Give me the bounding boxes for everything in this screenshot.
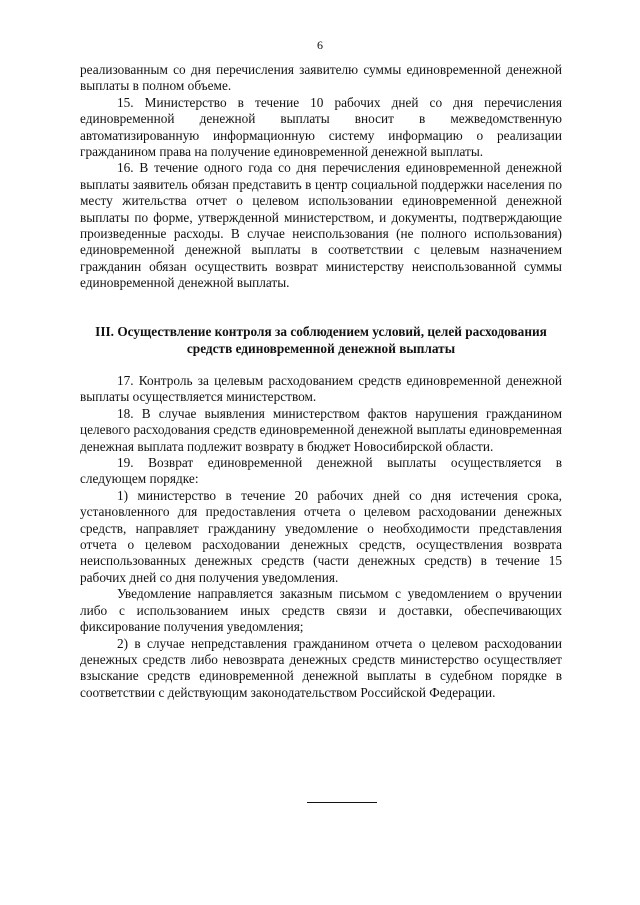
section-heading-line-1: III. Осуществление контроля за соблюдением условий, целей расходования <box>95 324 547 339</box>
paragraph-19-item-1: 1) министерство в течение 20 рабочих дней со дня истечения срока, установленного для предоставления отчета о целевом расходовании денежных средств, направляет гражданину уведомление о необходимости представления отчета о целевом расходовании денежных средств, осуществления возврата неиспользованных денежных средств (части денежных средств) в течение 15 рабочих дней со дня получения уведомления. <box>80 487 562 585</box>
end-of-document-line <box>307 802 377 803</box>
section-heading-line-2: средств единовременной денежной выплаты <box>186 341 456 356</box>
section-heading <box>80 323 562 357</box>
paragraph-19-item-2: 2) в случае непредставления гражданином отчета о целевом расходовании денежных средств либо невозврата денежных средств министерство осуществляет взыскание средств единовременной денежной выплаты в судебном порядке в соответствии с действующим законодательством Российской Федерации. <box>80 635 562 700</box>
paragraph-17: 17. Контроль за целевым расходованием средств единовременной денежной выплаты осуществляется министерством. <box>80 373 562 405</box>
paragraph-15: 15. Министерство в течение 10 рабочих дней со дня перечисления единовременной денежной выплаты вносит в межведомственную автоматизированную информационную систему информацию о реализации гражданином права на получение единовременной денежной выплаты. <box>80 94 562 160</box>
text-block-top <box>80 62 562 292</box>
page-number: 6 <box>317 38 323 52</box>
paragraph-19: 19. Возврат единовременной денежной выплаты осуществляется в следующем порядке: <box>80 455 562 487</box>
paragraph-19-notice: Уведомление направляется заказным письмом с уведомлением о вручении либо с использованием иных средств связи и доставки, обеспечивающих фиксирование получения уведомления; <box>80 586 562 635</box>
paragraph-18: 18. В случае выявления министерством фактов нарушения гражданином целевого расходования средств единовременной денежной выплаты единовременная денежная выплата подлежит возврату в бюджет Новосибирской области. <box>80 405 562 454</box>
text-block-bottom <box>80 373 562 701</box>
paragraph-continuation: реализованным со дня перечисления заявителю суммы единовременной денежной выплаты в полном объеме. <box>80 62 562 94</box>
paragraph-16: 16. В течение одного года со дня перечисления единовременной денежной выплаты заявитель обязан представить в центр социальной поддержки населения по месту жительства отчет о целевом использовании единовременной денежной выплаты по форме, утвержденной министерством, и документы, подтверждающие произведенные расходы. В случае неиспользования (не полного использования) единовременной денежной выплаты в соответствии с целевым назначением гражданин обязан осуществить возврат министерству неиспользованной суммы единовременной денежной выплаты. <box>80 160 562 291</box>
